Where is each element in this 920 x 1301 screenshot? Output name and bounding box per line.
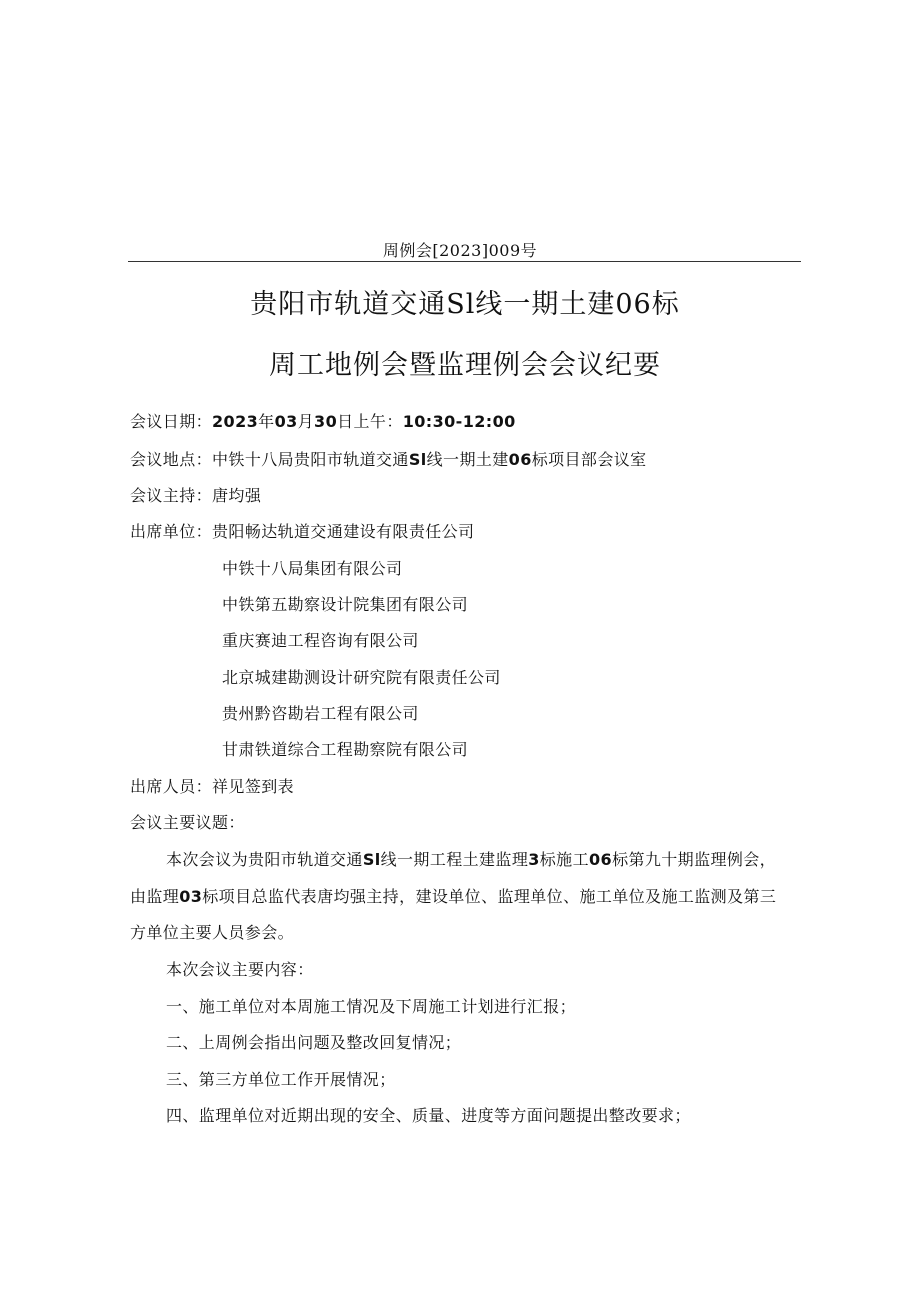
attendees-label: 出席人员： [130,777,213,796]
text-run: 本次会议为贵阳市轨道交通 [166,850,363,869]
meeting-date-year: 2023 [212,412,259,431]
attendees [130,774,294,797]
text-run: 标第九十期监理例会， [612,850,777,869]
meeting-date [130,409,516,432]
attending-unit: 北京城建勘测设计研究院有限责任公司 [222,668,501,687]
paragraph-line-2 [130,884,776,907]
content-item: 一、施工单位对本周施工情况及下周施工计划进行汇报； [166,997,577,1016]
meeting-date-label: 会议日期： [130,412,213,431]
meeting-location [130,447,647,470]
meeting-location-label: 会议地点： [130,450,213,469]
text-run: 线一期工程土建监理 [380,850,529,869]
meeting-location-code-2: 06 [508,450,532,469]
meeting-host-name: 唐均强 [212,486,262,505]
attendees-value: 祥见签到表 [212,777,295,796]
meeting-location-part-2: 线一期土建 [426,450,509,469]
attending-unit: 中铁十八局集团有限公司 [222,559,403,578]
paragraph-line-1 [166,847,776,870]
meeting-date-month-unit: 月 [297,412,315,431]
meeting-host-label: 会议主持： [130,486,213,505]
attending-unit: 中铁第五勘察设计院集团有限公司 [222,595,469,614]
paragraph-line-3: 方单位主要人员参会。 [130,923,295,942]
topics-label: 会议主要议题： [130,813,245,832]
meeting-date-day-unit: 日上午： [337,412,403,431]
document-title-line-2: 周工地例会暨监理例会会议纪要 [269,350,661,381]
meeting-time: 10:30-12:00 [402,412,516,431]
attending-unit: 重庆赛迪工程咨询有限公司 [222,631,419,650]
meeting-date-day: 30 [314,412,338,431]
meeting-date-month: 03 [274,412,298,431]
attending-units [130,519,474,542]
text-run: 标项目总监代表唐均强主持，建设单位、监理单位、施工单位及施工监测及第三 [202,887,777,906]
content-item: 二、上周例会指出问题及整改回复情况； [166,1033,462,1052]
text-run: 标施工 [539,850,589,869]
line-code: Sl [362,850,381,869]
content-item: 四、监理单位对近期出现的安全、质量、进度等方面问题提出整改要求； [166,1106,691,1125]
attending-units-label: 出席单位： [130,522,213,541]
header-divider [128,261,801,262]
section-number: 06 [588,850,613,869]
document-title-line-1: 贵阳市轨道交通Sl线一期土建06标 [250,289,680,320]
meeting-location-code-1: Sl [408,450,427,469]
meeting-date-year-unit: 年 [258,412,275,431]
attending-unit: 贵阳畅达轨道交通建设有限责任公司 [212,522,475,541]
text-run: 由监理 [130,887,180,906]
lot-number: 3 [528,850,540,869]
meeting-location-part-1: 中铁十八局贵阳市轨道交通 [212,450,409,469]
lot-number: 03 [179,887,203,906]
attending-unit: 贵州黔咨勘岩工程有限公司 [222,704,419,723]
attending-unit: 甘肃铁道综合工程勘察院有限公司 [222,740,469,759]
meeting-location-part-3: 标项目部会议室 [531,450,647,469]
content-item: 三、第三方单位工作开展情况； [166,1070,396,1089]
meeting-host [130,483,261,506]
content-intro: 本次会议主要内容： [166,960,314,979]
document-number: 周例会[2023]009号 [382,241,538,260]
